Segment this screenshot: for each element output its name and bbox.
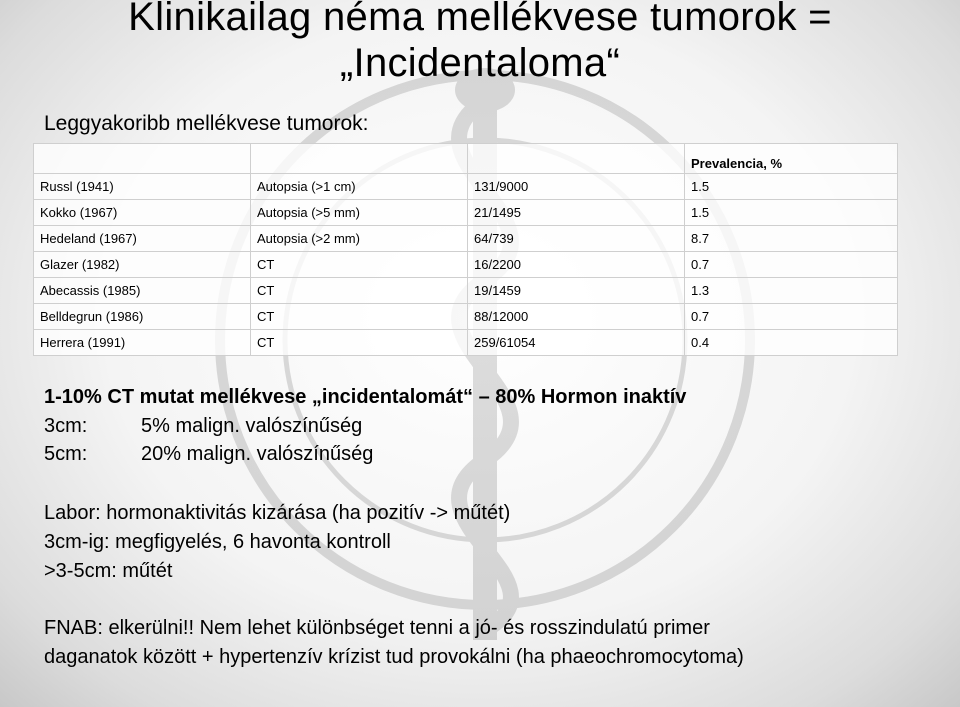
risk-text: 20% malign. valószínűség [141, 443, 374, 465]
risk-size: 3cm: [44, 415, 88, 437]
risk-size: 5cm: [44, 443, 88, 465]
risk-line-5cm [44, 443, 373, 466]
table-header-row [34, 144, 898, 174]
table-row [34, 200, 898, 226]
study-cell: Russl (1941) [34, 174, 251, 200]
method-cell: Autopsia (>5 mm) [251, 200, 468, 226]
study-cell: Belldegrun (1986) [34, 304, 251, 330]
table-row [34, 252, 898, 278]
fnab-line-1: FNAB: elkerülni!! Nem lehet különbséget tenni a jó- és rosszindulatú primer [44, 617, 710, 639]
study-cell: Glazer (1982) [34, 252, 251, 278]
risk-line-3cm [44, 415, 362, 438]
table-row [34, 226, 898, 252]
surgery-line: >3-5cm: műtét [44, 560, 173, 582]
prevalence-cell: 0.7 [685, 304, 898, 330]
study-cell: Abecassis (1985) [34, 278, 251, 304]
labor-line: Labor: hormonaktivitás kizárása (ha pozitív -> műtét) [44, 502, 511, 524]
ratio-cell: 64/739 [468, 226, 685, 252]
study-cell: Hedeland (1967) [34, 226, 251, 252]
method-cell: CT [251, 278, 468, 304]
prevalence-cell: 1.5 [685, 174, 898, 200]
slide-title [0, 0, 960, 86]
method-cell: Autopsia (>2 mm) [251, 226, 468, 252]
table-row [34, 330, 898, 356]
header-cell-prevalence: Prevalencia, % [685, 144, 898, 174]
prevalence-cell: 1.5 [685, 200, 898, 226]
fnab-line-2: daganatok között + hypertenzív krízist tud provokálni (ha phaeochromocytoma) [44, 646, 744, 668]
table-row [34, 278, 898, 304]
summary-line: 1-10% CT mutat mellékvese „incidentalomát“ – 80% Hormon inaktív [44, 386, 687, 408]
prevalence-cell: 8.7 [685, 226, 898, 252]
header-cell [34, 144, 251, 174]
study-cell: Herrera (1991) [34, 330, 251, 356]
method-cell: CT [251, 252, 468, 278]
prevalence-cell: 0.4 [685, 330, 898, 356]
table-row [34, 304, 898, 330]
title-line-2: „Incidentaloma“ [339, 41, 621, 85]
risk-text: 5% malign. valószínűség [141, 415, 363, 437]
ratio-cell: 16/2200 [468, 252, 685, 278]
ratio-cell: 88/12000 [468, 304, 685, 330]
table-caption: Leggyakoribb mellékvese tumorok: [44, 112, 369, 135]
study-cell: Kokko (1967) [34, 200, 251, 226]
method-cell: Autopsia (>1 cm) [251, 174, 468, 200]
ratio-cell: 19/1459 [468, 278, 685, 304]
ratio-cell: 21/1495 [468, 200, 685, 226]
ratio-cell: 259/61054 [468, 330, 685, 356]
prevalence-table [33, 143, 898, 356]
method-cell: CT [251, 330, 468, 356]
table-row [34, 174, 898, 200]
method-cell: CT [251, 304, 468, 330]
title-line-1: Klinikailag néma mellékvese tumorok = [128, 0, 832, 39]
ratio-cell: 131/9000 [468, 174, 685, 200]
prevalence-cell: 1.3 [685, 278, 898, 304]
prevalence-cell: 0.7 [685, 252, 898, 278]
observation-line: 3cm-ig: megfigyelés, 6 havonta kontroll [44, 531, 391, 553]
header-cell [251, 144, 468, 174]
header-cell [468, 144, 685, 174]
